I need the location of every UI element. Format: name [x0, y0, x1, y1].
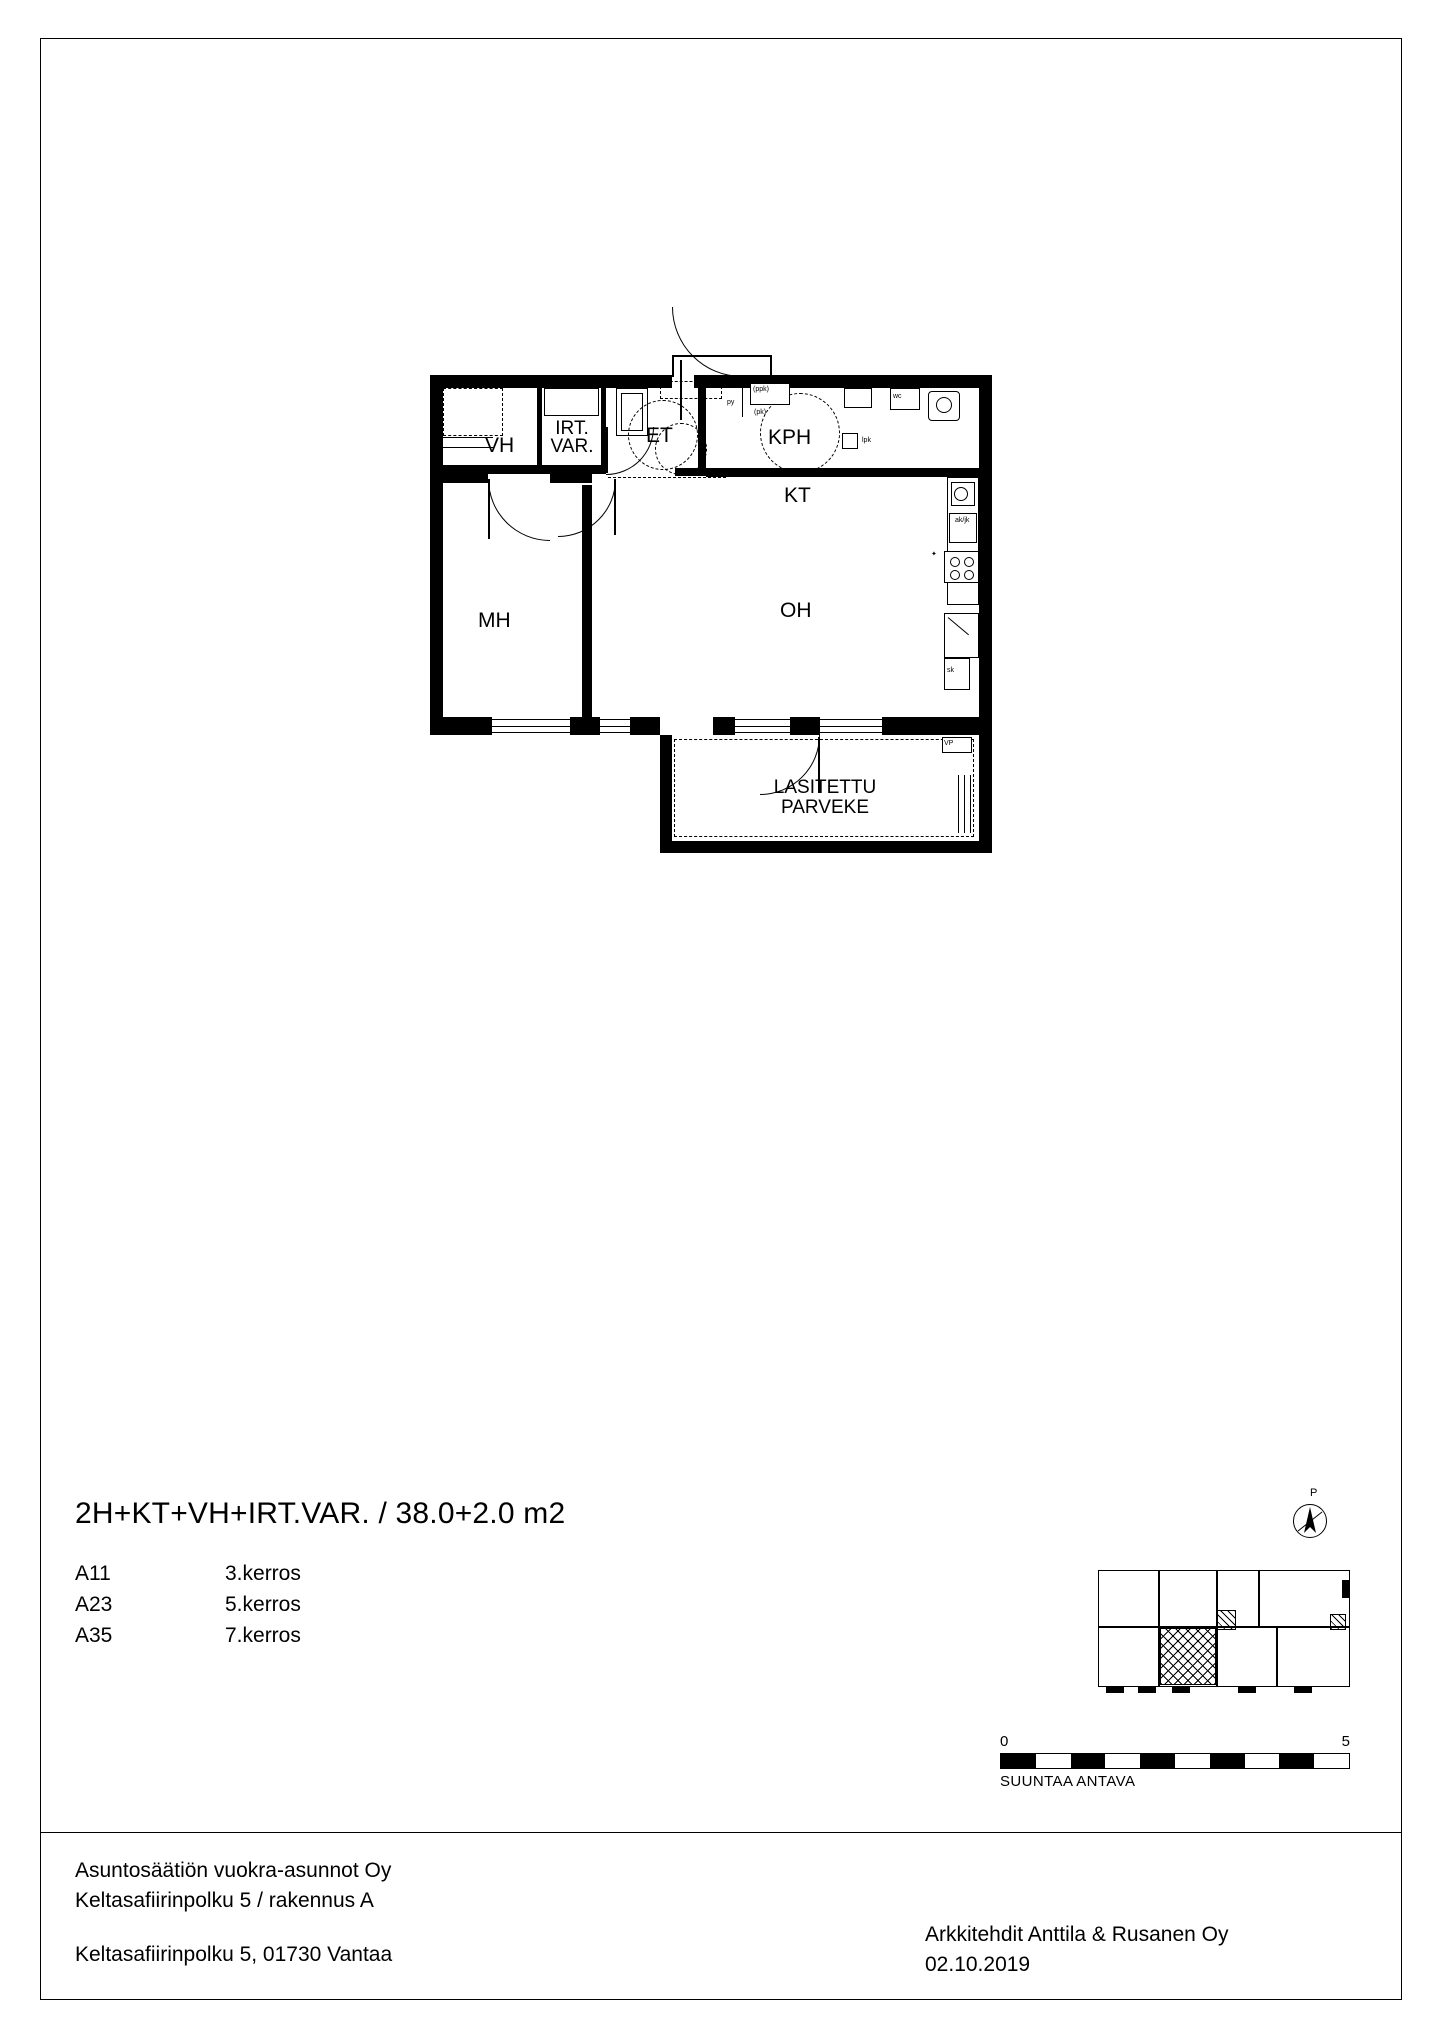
scale-label-min: 0	[1000, 1733, 1009, 1750]
wall-mh-top-left	[443, 474, 488, 483]
wall-bottom-mid3	[713, 717, 735, 735]
entry-jamb-right	[770, 355, 772, 377]
kph-washer-drum	[936, 397, 952, 413]
kp-balc-4	[1238, 1687, 1256, 1693]
kt-sk-label: sk	[947, 667, 954, 674]
room-label-et: ET	[646, 424, 673, 447]
room-label-kph: KPH	[768, 426, 812, 449]
kp-balc-1	[1106, 1687, 1124, 1693]
owner-name: Asuntosäätiön vuokra-asunnot Oy	[75, 1859, 392, 1882]
room-label-irtvar-line2: VAR.	[550, 436, 594, 457]
unit-code: A23	[75, 1593, 113, 1616]
et-floor-dash	[608, 477, 726, 483]
kp-line-v5	[1276, 1628, 1278, 1687]
kp-balc-3	[1172, 1687, 1190, 1693]
entry-door-swing	[672, 307, 742, 377]
titleblock-divider	[40, 1832, 1402, 1833]
kt-sink-bowl	[954, 487, 968, 501]
kp-line-v4	[1216, 1628, 1218, 1687]
kt-burner-3	[950, 570, 960, 580]
kph-shower	[842, 433, 858, 449]
room-label-vh: VH	[485, 434, 515, 457]
architect-info	[925, 1920, 1229, 1980]
balcony-rail-2	[964, 775, 965, 833]
compass-north-indicator	[1283, 1489, 1343, 1549]
wall-left-exterior	[430, 375, 443, 730]
scale-bar	[1000, 1735, 1350, 1795]
kt-burner-4	[964, 570, 974, 580]
kph-lpk-label: lpk	[862, 437, 871, 444]
wall-bottom-mid4	[790, 717, 820, 735]
entry-threshold-dash	[660, 381, 722, 399]
kp-line-v3	[1258, 1570, 1260, 1626]
room-label-balcony-line2: PARVEKE	[780, 797, 869, 818]
room-label-kt: KT	[784, 484, 811, 507]
kph-sink	[844, 388, 872, 408]
wall-bottom-left	[430, 717, 492, 735]
kph-ppk-label: (ppk)	[753, 386, 769, 393]
kp-stair-core-2	[1330, 1614, 1346, 1630]
wall-right-exterior	[979, 375, 992, 735]
wall-bottom-right	[882, 717, 992, 735]
irtvar-shelf	[544, 388, 599, 416]
balcony-rail-3	[970, 775, 971, 833]
wall-vh-bottom	[430, 465, 542, 474]
kt-burner-2	[964, 557, 974, 567]
scale-bar-caption: SUUNTAA ANTAVA	[1000, 1773, 1136, 1790]
floor-plan	[430, 355, 1000, 925]
oh-door-leaf	[614, 479, 616, 535]
kp-line-v1	[1158, 1570, 1160, 1626]
wall-bottom-mid2	[630, 717, 660, 735]
owner-building: Keltasafiirinpolku 5 / rakennus A	[75, 1889, 374, 1912]
room-label-oh: OH	[780, 599, 812, 622]
entry-jamb-left	[672, 355, 674, 377]
project-address: Keltasafiirinpolku 5, 01730 Vantaa	[75, 1943, 393, 1966]
compass-north-label: P	[1310, 1487, 1318, 1499]
kp-balc-2	[1138, 1687, 1156, 1693]
scale-label-max: 5	[1341, 1733, 1350, 1750]
kt-marker-left: ✦	[931, 551, 937, 558]
wall-irtvar-bottom	[542, 465, 604, 474]
balcony-wall-left	[660, 735, 672, 853]
window-oh-2	[820, 719, 882, 733]
kt-cabinet	[944, 551, 979, 583]
kp-highlight-unit	[1160, 1628, 1216, 1685]
mh-door-swing	[488, 479, 550, 541]
drawing-date: 02.10.2019	[925, 1953, 1031, 1976]
unit-code: A11	[75, 1562, 111, 1585]
compass-needle-icon	[1296, 1507, 1324, 1535]
balcony-rail-1	[958, 775, 959, 833]
unit-row	[75, 1558, 445, 1589]
window-mh-2	[600, 719, 630, 733]
scale-bar-graphic	[1000, 1753, 1350, 1769]
kph-divider-line	[742, 383, 743, 417]
window-mh	[492, 719, 570, 733]
kp-stair-core	[1216, 1610, 1236, 1630]
oh-door-swing	[558, 479, 616, 537]
kt-akjk-label: ak/jk	[955, 517, 970, 524]
key-plan	[1098, 1570, 1350, 1687]
unit-row	[75, 1589, 445, 1620]
kp-balc-6	[1342, 1580, 1350, 1598]
kph-py-label: py	[727, 399, 735, 406]
balcony-vp-label: VP	[944, 740, 954, 747]
unit-floor: 5.kerros	[225, 1593, 301, 1616]
unit-row	[75, 1620, 445, 1651]
wall-top-left	[430, 375, 660, 388]
room-label-balcony-line1: LASITETTU	[773, 777, 877, 798]
mh-door-leaf	[488, 479, 490, 539]
irtvar-door-leaf	[606, 427, 608, 473]
unit-list	[75, 1558, 445, 1651]
unit-floor: 3.kerros	[225, 1562, 301, 1585]
unit-code: A35	[75, 1624, 113, 1647]
apartment-type-title: 2H+KT+VH+IRT.VAR. / 38.0+2.0 m2	[75, 1497, 566, 1530]
room-label-irtvar-line1: IRT.	[555, 418, 589, 439]
owner-info	[75, 1856, 391, 1916]
kph-pkk-label: (pk)	[754, 409, 767, 416]
kph-wc-label: wc	[893, 393, 902, 400]
kp-balc-5	[1294, 1687, 1312, 1693]
balcony-wall-bottom	[660, 841, 992, 853]
unit-floor: 7.kerros	[225, 1624, 301, 1647]
wall-kph-bottom	[706, 468, 979, 477]
architect-name: Arkkitehdit Anttila & Rusanen Oy	[925, 1923, 1229, 1946]
vh-shelf-dash	[443, 388, 503, 436]
room-label-mh: MH	[478, 609, 511, 632]
balcony-wall-right	[979, 735, 992, 853]
window-oh-1	[735, 719, 790, 733]
kt-burner-1	[950, 557, 960, 567]
